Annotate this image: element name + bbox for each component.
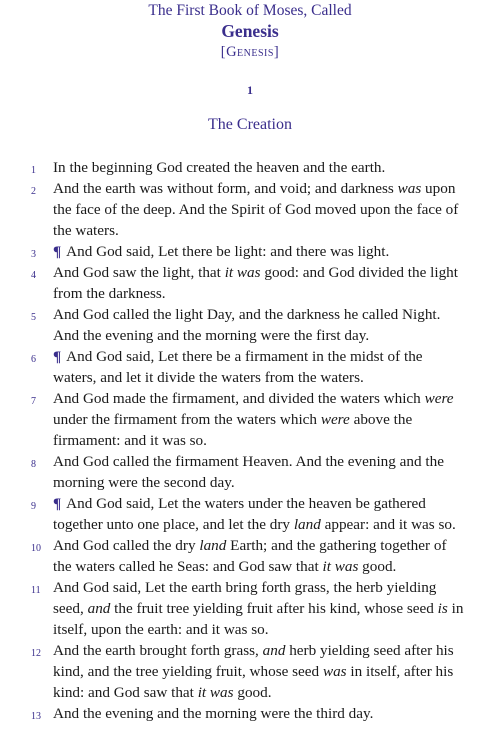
verse-line [53,598,478,619]
verse-text: And the earth was without form, and void; and darkness [53,180,398,197]
verse-text: And God called the dry [53,537,200,554]
verse-line [53,262,478,283]
book-header [0,0,500,62]
verse-number: 9 [31,501,36,512]
section-title: The Creation [208,116,292,133]
verse-line [53,640,478,661]
verse-text: And the earth brought forth grass, [53,642,263,659]
italic-word: were [320,411,350,428]
italic-word: was [397,180,422,197]
book-alt-name-text: [Genesis] [220,44,280,60]
verse-number: 7 [31,396,36,407]
italic-word: it was [224,264,261,281]
verse-number: 5 [31,312,36,323]
verse-line [53,619,478,640]
verse-text: appear: and it was so. [320,516,456,533]
verse-number: 12 [31,648,41,659]
verse-line [53,556,478,577]
verse-number: 1 [31,165,36,176]
italic-word: were [424,390,454,407]
verse-text: good: and God divided the light [260,264,458,281]
verse-text: the waters. [53,222,119,239]
verse-text: kind, and the tree yielding fruit, whose seed [53,663,323,680]
verse-text: the fruit tree yielding fruit after his kind, whose seed [110,600,438,617]
verse-text: And God said, Let the waters under the heaven be gathered [63,495,426,512]
verse [0,577,500,640]
verse-text: In the beginning God created the heaven and the earth. [53,159,386,176]
verse [0,241,500,262]
italic-word: was [322,663,347,680]
book-alt-name [0,42,500,62]
verse [0,178,500,241]
verse-text: morning were the second day. [53,474,235,491]
italic-word: and [87,600,111,617]
verse-line [53,514,478,535]
verse-text: And God made the firmament, and divided the waters which [53,390,425,407]
verse-line [53,577,478,598]
verse [0,304,500,346]
verse-number: 6 [31,354,36,365]
verse [0,451,500,493]
verse-number: 4 [31,270,36,281]
verse-text: together unto one place, and let the dry [53,516,294,533]
verse-line [53,409,478,430]
italic-word: it was [197,684,234,701]
verse-line [53,241,478,262]
verse-text: herb yielding seed after his [285,642,454,659]
verse-text: the waters called he Seas: and God saw that [53,558,323,575]
italic-word: land [199,537,227,554]
verse-line [53,325,478,346]
verse-text: in itself, after his [346,663,454,680]
paragraph-mark: ¶ [53,243,62,260]
verse-text: waters, and let it divide the waters from the waters. [53,369,364,386]
verse-number: 2 [31,186,36,197]
verse-text: And God called the firmament Heaven. And the evening and the [53,453,444,470]
verse [0,388,500,451]
verse [0,262,500,304]
verse-number: 13 [31,711,41,722]
verse-text: And the evening and the morning were the first day. [53,327,370,344]
verse-list [0,157,500,724]
verse-line [53,346,478,367]
paragraph-mark: ¶ [53,348,62,365]
verse [0,535,500,577]
verse-text: good. [233,684,272,701]
verse-number: 11 [31,585,41,596]
paragraph-mark: ¶ [53,495,62,512]
verse-line [53,157,478,178]
verse [0,346,500,388]
verse-text: firmament: and it was so. [53,432,207,449]
verse-line [53,367,478,388]
verse-text: And God called the light Day, and the darkness he called Night. [53,306,441,323]
verse-line [53,220,478,241]
verse-line [53,493,478,514]
verse-text: Earth; and the gathering together of [226,537,447,554]
verse-text: And the evening and the morning were the third day. [53,705,374,722]
verse-text: upon [421,180,456,197]
italic-word: it was [322,558,359,575]
verse-text: And God saw the light, that [53,264,225,281]
verse-line [53,535,478,556]
book-name: Genesis [221,21,279,41]
chapter-number: 1 [247,83,253,97]
verse [0,703,500,724]
verse-text: from the darkness. [53,285,166,302]
verse-line [53,199,478,220]
verse-number: 8 [31,459,36,470]
verse-line [53,388,478,409]
verse-line [53,703,478,724]
verse-text: itself, upon the earth: and it was so. [53,621,269,638]
verse-line [53,304,478,325]
italic-word: and [262,642,286,659]
verse-line [53,178,478,199]
verse [0,640,500,703]
verse-line [53,283,478,304]
verse-line [53,430,478,451]
verse-line [53,472,478,493]
verse-text: good. [358,558,397,575]
verse-text: under the firmament from the waters which [53,411,321,428]
verse-text: And God said, Let the earth bring forth grass, the herb yielding [53,579,437,596]
italic-word: land [293,516,321,533]
italic-word: is [437,600,448,617]
verse-number: 10 [31,543,41,554]
verse-text: kind: and God saw that [53,684,198,701]
verse [0,157,500,178]
verse-text: in [447,600,464,617]
verse-text: And God said, Let there be a firmament in the midst of the [63,348,423,365]
book-title: The First Book of Moses, Called [148,2,352,19]
verse-text: And God said, Let there be light: and there was light. [63,243,390,260]
verse-number: 3 [31,249,36,260]
verse-line [53,451,478,472]
verse-text: the face of the deep. And the Spirit of God moved upon the face of [53,201,459,218]
verse-line [53,682,478,703]
verse [0,493,500,535]
verse-line [53,661,478,682]
verse-text: seed, [53,600,88,617]
verse-text: above the [349,411,413,428]
